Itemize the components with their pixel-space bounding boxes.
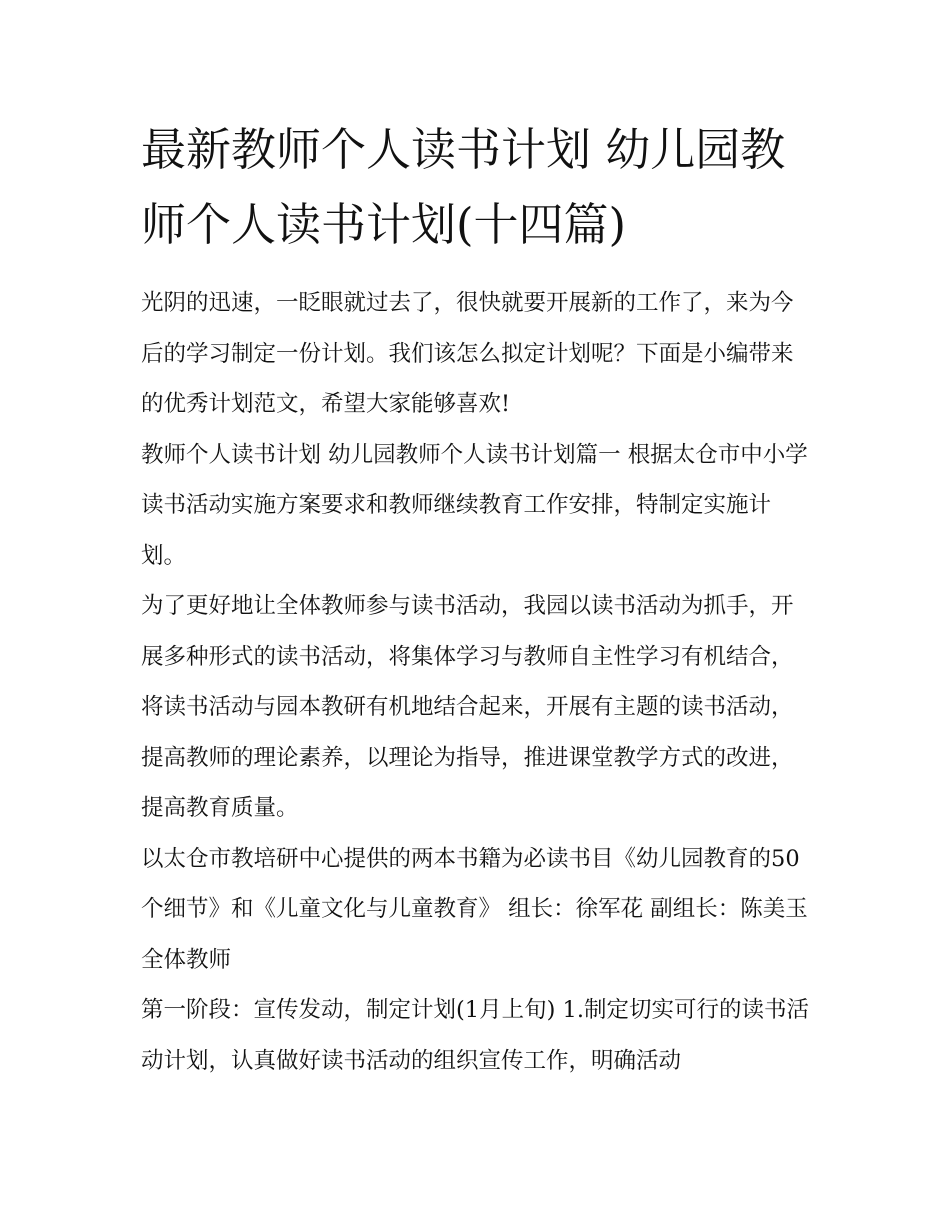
document-body (141, 112, 813, 1086)
document-title: 最新教师个人读书计划 幼儿园教师个人读书计划(十四篇) (141, 123, 786, 251)
paragraph-plan-basis: 教师个人读书计划 幼儿园教师个人读书计划篇一 根据太仓市中小学读书活动实施方案要求和教师继续教育工作安排，特制定实施计划。 (141, 441, 808, 569)
paragraph-books-and-team: 以太仓市教培研中心提供的两本书籍为必读书目《幼儿园教育的50个细节》和《儿童文化与儿童教育》 组长：徐军花 副组长：陈美玉 全体教师 (141, 845, 808, 973)
paragraph-stage-one: 第一阶段：宣传发动，制定计划(1月上旬) 1.制定切实可行的读书活动计划，认真做好读书活动的组织宣传工作，明确活动 (141, 997, 809, 1074)
paragraph-purpose: 为了更好地让全体教师参与读书活动，我园以读书活动为抓手，开展多种形式的读书活动，将集体学习与教师自主性学习有机结合，将读书活动与园本教研有机地结合起来，开展有主题的读书活动，提高教师的理论素养，以理论为指导，推进课堂教学方式的改进，提高教育质量。 (141, 593, 794, 821)
paragraph-intro: 光阴的迅速，一眨眼就过去了，很快就要开展新的工作了，来为今后的学习制定一份计划。我们该怎么拟定计划呢？下面是小编带来的优秀计划范文，希望大家能够喜欢! (141, 290, 794, 417)
